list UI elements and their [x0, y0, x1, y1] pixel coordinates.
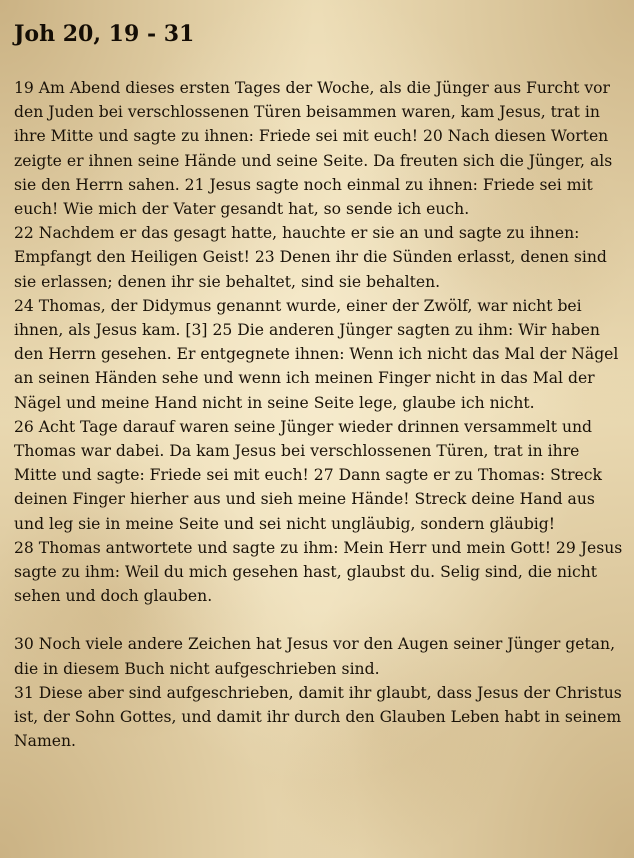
paragraph-verses-22-23: 22 Nachdem er das gesagt hatte, hauchte er sie an und sagte zu ihnen: Empfangt den Heiligen Geist! 23 Denen ihr die Sünden erlasst, denen sind sie erlassen; denen ihr sie behaltet, sind sie behalten. [14, 224, 607, 291]
paragraph-verses-26-27: 26 Acht Tage darauf waren seine Jünger wieder drinnen versammelt und Thomas war dabei. Da kam Jesus bei verschlossenen Türen, trat in ihre Mitte und sagte: Friede sei mit euch! 27 Dann sagte er zu Thomas: Streck deinen Finger hierher aus und sieh meine Hände! Streck deine Hand aus und leg sie in meine Seite und sei nicht ungläubig, sondern gläubig! [14, 417, 602, 533]
passage-title: Joh 20, 19 - 31 [14, 21, 195, 47]
paragraph-verses-28-29: 28 Thomas antwortete und sagte zu ihm: Mein Herr und mein Gott! 29 Jesus sagte zu ihm: Weil du mich gesehen hast, glaubst du. Selig sind, die nicht sehen und doch glauben. [14, 538, 623, 606]
paragraph-verse-30: 30 Noch viele andere Zeichen hat Jesus vor den Augen seiner Jünger getan, die in diesem Buch nicht aufgeschrieben sind. [14, 635, 616, 678]
paragraph-verses-24-25: 24 Thomas, der Didymus genannt wurde, einer der Zwölf, war nicht bei ihnen, als Jesus kam. [3] 25 Die anderen Jünger sagten zu ihm: Wir haben den Herrn gesehen. Er entgegnete ihnen: Wenn ich nicht das Mal der Nägel an seinen Händen sehe und wenn ich meinen Finger nicht in das Mal der Nägel und meine Hand nicht in seine Seite lege, glaube ich nicht. [14, 296, 619, 412]
paragraph-verse-31: 31 Diese aber sind aufgeschrieben, damit ihr glaubt, dass Jesus der Christus ist, der Sohn Gottes, und damit ihr durch den Glauben Leben habt in seinem Namen. [14, 683, 622, 751]
scripture-page [14, 18, 624, 753]
passage-body [14, 76, 624, 753]
paragraph-spacer [14, 608, 624, 632]
paragraph-verses-19-21: 19 Am Abend dieses ersten Tages der Woche, als die Jünger aus Furcht vor den Juden bei verschlossenen Türen beisammen waren, kam Jesus, trat in ihre Mitte und sagte zu ihnen: Friede sei mit euch! 20 Nach diesen Worten zeigte er ihnen seine Hände und seine Seite. Da freuten sich die Jünger, als sie den Herrn sahen. 21 Jesus sagte noch einmal zu ihnen: Friede sei mit euch! Wie mich der Vater gesandt hat, so sende ich euch. [14, 79, 613, 219]
